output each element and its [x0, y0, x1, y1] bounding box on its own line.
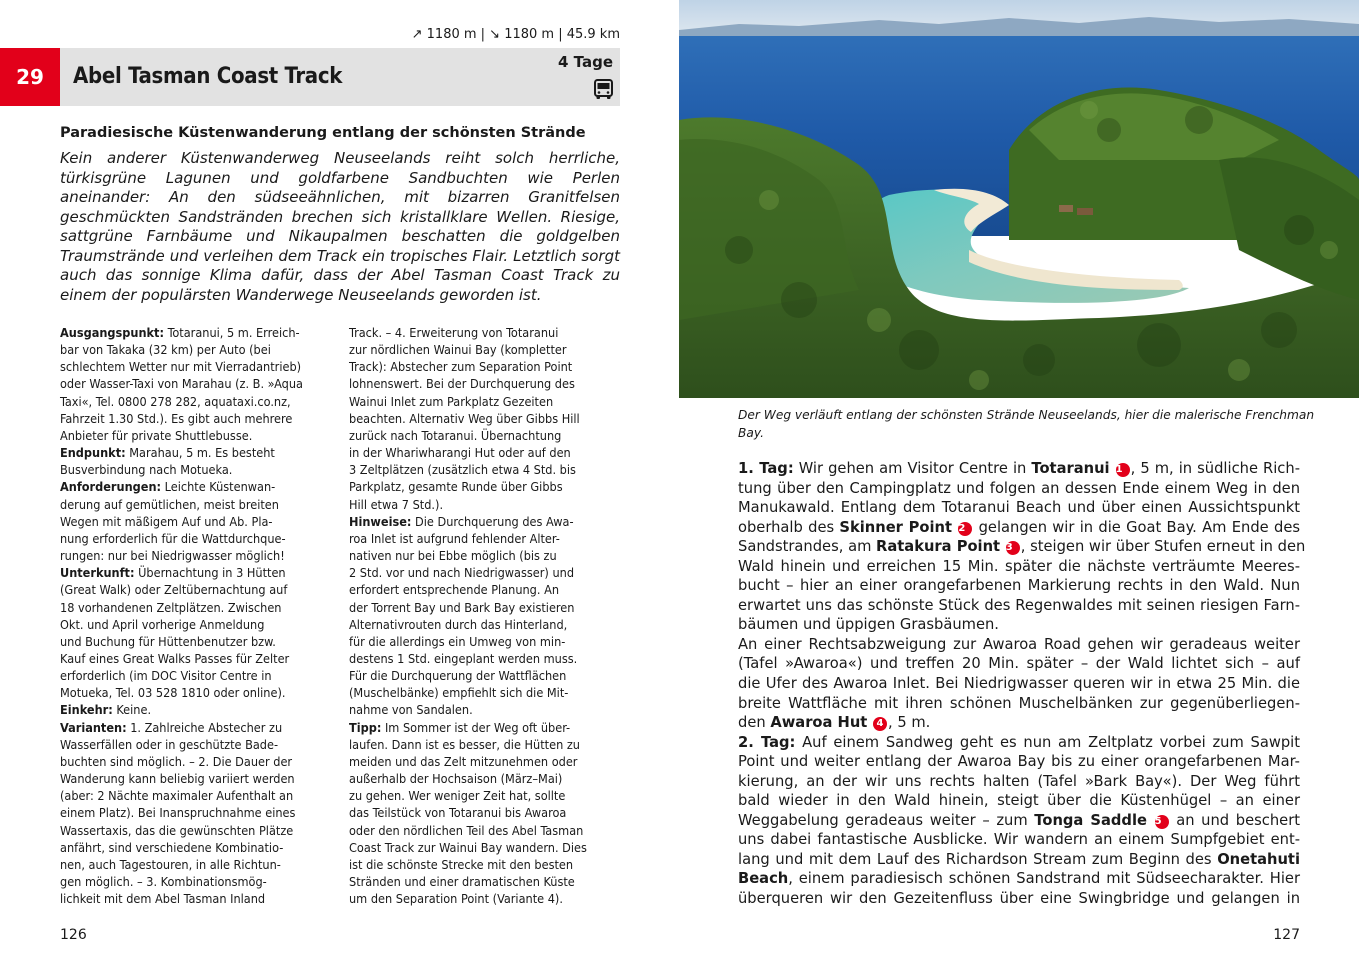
info-text: anfährt, sind verschiedene Kombinatio- — [60, 839, 284, 855]
waypoint-marker-icon: 1 — [1116, 463, 1130, 477]
info-line — [349, 513, 621, 530]
info-line — [60, 393, 332, 410]
body-text-segment: die Ufer des Awaroa Inlet. Bei Niedrigwasser queren wir in etwa 25 Min. die — [738, 675, 1300, 693]
place-name: Skinner Point — [839, 518, 953, 536]
body-text-segment: gelangen wir in die Goat Bay. Am Ende des — [973, 518, 1301, 536]
info-label: Unterkunft: — [60, 565, 135, 581]
info-line — [60, 770, 332, 787]
info-text: rungen: nur bei Niedrigwasser möglich! — [60, 548, 285, 564]
info-line — [60, 804, 332, 821]
info-text: bar von Takaka (32 km) per Auto (bei — [60, 342, 271, 358]
info-line — [60, 753, 332, 770]
info-line — [349, 701, 621, 718]
bus-icon — [594, 79, 613, 100]
info-text: laufen. Dann ist es besser, die Hütten zu — [349, 736, 580, 752]
info-text: buchten sind möglich. – 2. Die Dauer der — [60, 753, 293, 769]
body-text-segment — [1110, 460, 1115, 477]
info-line — [349, 358, 621, 375]
info-text: lichkeit mit dem Abel Tasman Inland — [60, 891, 266, 907]
info-text: Busverbindung nach Motueka. — [60, 462, 233, 478]
info-text: Taxi«, Tel. 0800 278 282, aquataxi.co.nz, — [60, 393, 291, 409]
info-text: einem Platz). Bei Inanspruchnahme eines — [60, 805, 296, 821]
info-text: nen, auch Tagestouren, in alle Richtun- — [60, 856, 281, 872]
body-line — [738, 557, 1300, 577]
info-line — [349, 736, 621, 753]
body-text-segment: breite Wattfläche mit ihren schönen Muschelbänken zur gegenüberliegen- — [738, 694, 1300, 712]
info-text: destens 1 Std. eingeplant werden muss. — [349, 650, 578, 666]
info-text: Kauf eines Great Walks Passes für Zelter — [60, 650, 290, 666]
title-band — [60, 48, 620, 106]
info-line — [60, 736, 332, 753]
info-text: Track. – 4. Erweiterung von Totaranui — [349, 325, 559, 340]
info-text: Wanderung kann beliebig variiert werden — [60, 771, 295, 787]
body-line — [738, 694, 1300, 714]
info-text: oder den nördlichen Teil des Abel Tasman — [349, 822, 584, 838]
info-text: 18 vorhandenen Zeltplätzen. Zwischen — [60, 599, 282, 615]
info-column-2 — [349, 324, 621, 907]
body-line — [738, 791, 1300, 811]
info-line — [60, 581, 332, 598]
info-text: (Muschelbänke) empfiehlt sich die Mit- — [349, 685, 569, 701]
place-name: Onetahuti — [1217, 850, 1300, 868]
tour-subtitle: Paradiesische Küstenwanderung entlang der schönsten Strände — [60, 125, 586, 141]
body-text-segment: überqueren wir den Gezeitenfluss über eine Swingbridge und gelangen in — [738, 890, 1300, 908]
info-text: Wassertaxis, das die gewünschten Plätze — [60, 822, 294, 838]
info-line — [349, 667, 621, 684]
info-column-1 — [60, 324, 332, 907]
info-line — [349, 564, 621, 581]
info-line — [60, 513, 332, 530]
body-text-segment: An einer Rechtsabzweigung zur Awaroa Road gehen wir geradeaus weiter — [738, 635, 1300, 653]
body-text-segment: erwartet uns das schönste Stück des Regenwaldes mit seinen riesigen Farn- — [738, 596, 1300, 614]
body-text-segment: lang und mit dem Lauf des Richardson Stream zum Beginn des — [738, 850, 1218, 868]
body-text-segment: tung über den Campingplatz und folgen an dessen Ende einem Weg in den — [738, 479, 1300, 497]
info-text: Totaranui, 5 m. Erreich- — [164, 325, 300, 340]
body-line — [738, 479, 1300, 499]
info-text: außerhalb der Hochsaison (März–Mai) — [349, 771, 563, 787]
info-line — [349, 581, 621, 598]
body-line — [738, 830, 1300, 850]
info-text: zur nördlichen Wainui Bay (kompletter — [349, 342, 567, 358]
info-line — [60, 684, 332, 701]
info-line — [349, 873, 621, 890]
info-text: Coast Track zur Wainui Bay wandern. Dies — [349, 839, 587, 855]
info-line — [60, 547, 332, 564]
body-text-segment — [867, 714, 872, 731]
info-line — [60, 633, 332, 650]
body-text-segment: , 5 m, in südliche Rich- — [1130, 460, 1300, 477]
body-text-segment: (Tafel »Awaroa«) und treffen 20 Min. später – der Wald lichtet sich – auf — [738, 655, 1300, 673]
info-text: nung erforderlich für die Wattdurchque- — [60, 530, 286, 546]
info-text: Marahau, 5 m. Es besteht — [125, 445, 275, 461]
body-line — [738, 811, 1300, 831]
info-text: ist die schönste Strecke mit den besten — [349, 856, 574, 872]
body-text-segment — [1000, 538, 1005, 555]
info-label: Varianten: — [60, 719, 127, 735]
body-text-segment: , 5 m. — [888, 714, 931, 732]
place-name: Totaranui — [1031, 460, 1110, 477]
info-line — [60, 530, 332, 547]
info-line — [60, 856, 332, 873]
place-name: Awaroa Hut — [770, 714, 868, 732]
body-text-segment: kierung, an der wir uns rechts halten (Tafel »Bark Bay«). Der Weg führt — [738, 772, 1300, 790]
lead-paragraph: Kein anderer Küstenwanderweg Neuseelands reiht solch herrliche, türkisgrüne Lagunen und goldfarbene Sandbuchten wie Perlen aneinander: An den südseeähnlichen, mit bizarren Granitfelsen geschmückten Sandstränden brechen sich kristallklare Wellen. Riesige, sattgrüne Farnbäume und Nikaupalmen beschatten die goldgelben Traumstrände und verleihen dem Track ein tropisches Flair. Letztlich sorgt auch das sonnige Klima dafür, dass der Abel Tasman Coast Track zu einem der populärsten Wanderwege Neuseelands geworden ist. — [60, 149, 620, 304]
info-line — [349, 341, 621, 358]
body-line — [738, 889, 1300, 909]
info-text: roa Inlet ist aufgrund fehlender Alter- — [349, 530, 560, 546]
info-text: Fahrzeit 1.30 Std.). Es gibt auch mehrere — [60, 410, 293, 426]
body-text-segment: den — [738, 714, 771, 732]
info-line — [60, 822, 332, 839]
info-line — [60, 873, 332, 890]
body-text-segment — [952, 519, 957, 536]
info-line — [349, 787, 621, 804]
info-line — [349, 804, 621, 821]
info-line — [60, 444, 332, 461]
info-text: Parkplatz, gesamte Runde über Gibbs — [349, 479, 563, 495]
tour-duration: 4 Tage — [558, 53, 613, 71]
info-line — [349, 530, 621, 547]
info-line — [60, 427, 332, 444]
landscape-illustration — [679, 0, 1359, 398]
info-line — [349, 478, 621, 495]
place-name: Tonga Saddle — [1034, 811, 1147, 829]
body-text-segment: Auf einem Sandweg geht es nun am Zeltplatz vorbei zum Sawpit — [795, 733, 1300, 751]
info-text: nahme von Sandalen. — [349, 702, 473, 718]
info-line — [60, 324, 332, 341]
info-text: um den Separation Point (Variante 4). — [349, 891, 563, 907]
info-line — [349, 753, 621, 770]
left-page — [0, 0, 679, 969]
info-line — [60, 701, 332, 718]
info-line — [60, 341, 332, 358]
info-text: Hill etwa 7 Std.). — [349, 496, 444, 512]
info-line — [349, 375, 621, 392]
body-text-segment: , steigen wir über Stufen erneut in den — [1020, 538, 1306, 556]
info-line — [60, 496, 332, 513]
info-line — [60, 599, 332, 616]
body-text-segment: Manukawald. Entlang dem Totaranui Beach und über einen Aussichtspunkt — [738, 499, 1300, 517]
body-text-segment: Point und weiter entlang der Awaroa Bay bis zu einer orangefarbenen Mar- — [738, 753, 1300, 771]
info-label: Ausgangspunkt: — [60, 325, 164, 340]
info-text: erforderlich (im DOC Visitor Centre in — [60, 668, 272, 684]
info-text: Für die Durchquerung der Wattflächen — [349, 668, 567, 684]
waypoint-marker-icon: 3 — [1006, 541, 1020, 555]
info-line — [60, 616, 332, 633]
info-line — [349, 496, 621, 513]
info-text: Track): Abstecher zum Separation Point — [349, 359, 573, 375]
right-page — [679, 0, 1359, 969]
body-line — [738, 869, 1300, 889]
info-text: schlechtem Wetter nur mit Vierradantrieb) — [60, 359, 302, 375]
info-text: der Torrent Bay und Bark Bay existieren — [349, 599, 575, 615]
tour-number-badge — [0, 48, 60, 106]
info-line — [349, 633, 621, 650]
info-line — [349, 856, 621, 873]
info-line — [60, 667, 332, 684]
info-line — [349, 427, 621, 444]
info-text: und Buchung für Hüttenbenutzer bzw. — [60, 633, 276, 649]
body-line — [738, 635, 1300, 655]
info-label: Anforderungen: — [60, 479, 162, 495]
info-line — [349, 890, 621, 907]
place-name: 1. Tag: — [738, 460, 794, 477]
info-line — [60, 358, 332, 375]
info-text: (aber: 2 Nächte maximaler Aufenthalt an — [60, 788, 294, 804]
body-line — [738, 576, 1300, 596]
info-line — [349, 719, 621, 736]
info-line — [60, 890, 332, 907]
info-text: 3 Zeltplätzen (zusätzlich etwa 4 Std. bis — [349, 462, 576, 478]
info-text: (Great Walk) oder Zeltübernachtung auf — [60, 582, 288, 598]
body-text-segment: bucht – hier an einer orangefarbenen Markierung rechts in den Wald. Nun — [738, 577, 1300, 595]
info-text: oder Wasser-Taxi von Marahau (z. B. »Aqua — [60, 376, 303, 392]
body-line — [738, 459, 1300, 479]
info-text: Motueka, Tel. 03 528 1810 oder online). — [60, 685, 286, 701]
info-text: zurück nach Totaranui. Übernachtung — [349, 427, 562, 443]
page-title: Abel Tasman Coast Track — [73, 64, 343, 89]
waypoint-marker-icon: 4 — [873, 717, 887, 731]
info-line — [60, 375, 332, 392]
info-line — [349, 822, 621, 839]
info-line — [60, 410, 332, 427]
info-text: erfordert entsprechende Planung. An — [349, 582, 560, 598]
body-text-segment: Wald hinein und erreichen 15 Min. später die nächste verträumte Meeres- — [738, 557, 1300, 575]
info-label: Hinweise: — [349, 513, 412, 529]
info-line — [349, 616, 621, 633]
info-text: Anbieter für private Shuttlebusse. — [60, 427, 253, 443]
body-line — [738, 596, 1300, 616]
info-line — [60, 461, 332, 478]
place-name: Ratakura Point — [876, 538, 1001, 556]
tour-stats: ↗ 1180 m | ↘ 1180 m | 45.9 km — [411, 27, 620, 42]
photo-caption: Der Weg verläuft entlang der schönsten Strände Neuseelands, hier die malerische Frenchman Bay. — [738, 408, 1315, 440]
info-text: 2 Std. vor und nach Niedrigwasser) und — [349, 565, 575, 581]
info-line — [349, 599, 621, 616]
info-line — [60, 478, 332, 495]
info-label: Endpunkt: — [60, 445, 126, 461]
body-line — [738, 537, 1306, 557]
info-line — [349, 393, 621, 410]
info-text: Stränden und einer dramatischen Küste — [349, 874, 575, 889]
info-text: lohnenswert. Bei der Durchquerung des — [349, 376, 575, 392]
tour-number: 29 — [16, 65, 44, 89]
info-line — [60, 564, 332, 581]
body-text-segment: Weggabelung geradeaus weiter – zum — [738, 811, 1035, 829]
info-line — [349, 839, 621, 856]
info-text: 1. Zahlreiche Abstecher zu — [126, 719, 283, 735]
body-text-segment: bäumen und üppigen Grasbäumen. — [738, 616, 999, 634]
body-line — [738, 850, 1300, 870]
info-text: gen möglich. – 3. Kombinationsmög- — [60, 874, 267, 889]
page-number-right: 127 — [1273, 927, 1300, 943]
info-text: Keine. — [112, 702, 152, 718]
info-text: Alternativrouten durch das Hinterland, — [349, 616, 568, 632]
info-label: Einkehr: — [60, 702, 113, 718]
info-text: für die allerdings ein Umweg von min- — [349, 633, 566, 649]
body-text-segment: Wir gehen am Visitor Centre in — [793, 460, 1032, 477]
info-text: meiden und das Zelt mitzunehmen oder — [349, 753, 578, 769]
body-text-segment: uns dabei fantastische Ausblicke. Wir wandern an einem Sumpfgebiet ent- — [738, 831, 1300, 849]
body-text-segment — [1147, 812, 1154, 829]
info-line — [349, 410, 621, 427]
body-line — [738, 654, 1300, 674]
info-text: beachten. Alternativ Weg über Gibbs Hill — [349, 410, 580, 426]
body-text-segment: Sandstrandes, am — [738, 538, 877, 556]
info-text: derung auf gemütlichen, meist breiten — [60, 496, 279, 512]
info-text: Die Durchquerung des Awa- — [411, 513, 574, 529]
info-line — [349, 650, 621, 667]
info-line — [349, 461, 621, 478]
info-line — [60, 839, 332, 856]
route-description — [738, 459, 1306, 909]
page-number-left: 126 — [60, 927, 87, 943]
frenchman-bay-photo — [679, 0, 1359, 398]
info-text: in der Whariwharangi Hut oder auf den — [349, 445, 571, 461]
body-text-segment: , einem paradiesisch schönen Sandstrand mit Südseecharakter. Hier — [788, 870, 1300, 888]
info-text: Übernachtung in 3 Hütten — [134, 565, 286, 581]
info-text: Okt. und April vorherige Anmeldung — [60, 616, 265, 632]
body-text-segment: an und beschert — [1169, 811, 1300, 829]
info-text: Im Sommer ist der Weg oft über- — [381, 719, 571, 735]
info-line — [60, 787, 332, 804]
waypoint-marker-icon: 2 — [958, 522, 972, 536]
info-text: nativen nur bei Ebbe möglich (bis zu — [349, 548, 557, 564]
place-name: Beach — [738, 870, 789, 888]
waypoint-marker-icon: 5 — [1155, 815, 1169, 829]
info-text: zu gehen. Wer weniger Zeit hat, sollte — [349, 788, 566, 804]
body-line — [738, 752, 1300, 772]
body-line — [738, 518, 1300, 538]
info-line — [60, 650, 332, 667]
info-text: Wainui Inlet zum Parkplatz Gezeiten — [349, 393, 554, 409]
info-line — [349, 547, 621, 564]
body-text-segment: oberhalb des — [738, 518, 840, 536]
body-line — [738, 713, 1300, 733]
info-line — [60, 719, 332, 736]
info-line — [349, 324, 621, 341]
body-text-segment: bald wieder in den Wald hinein, steigt über die Küstenhügel – an einer — [738, 792, 1300, 810]
info-line — [349, 770, 621, 787]
info-label: Tipp: — [349, 719, 382, 735]
info-text: Wasserfällen oder in geschützte Bade- — [60, 736, 279, 752]
place-name: 2. Tag: — [738, 733, 796, 751]
body-line — [738, 772, 1300, 792]
body-line — [738, 498, 1300, 518]
body-line — [738, 674, 1300, 694]
info-text: das Teilstück von Totaranui bis Awaroa — [349, 805, 567, 821]
info-line — [349, 444, 621, 461]
info-text: Wegen mit mäßigem Auf und Ab. Pla- — [60, 513, 273, 529]
info-text: Leichte Küstenwan- — [161, 479, 276, 495]
info-line — [349, 684, 621, 701]
body-line — [738, 733, 1300, 753]
body-line — [738, 615, 1300, 635]
